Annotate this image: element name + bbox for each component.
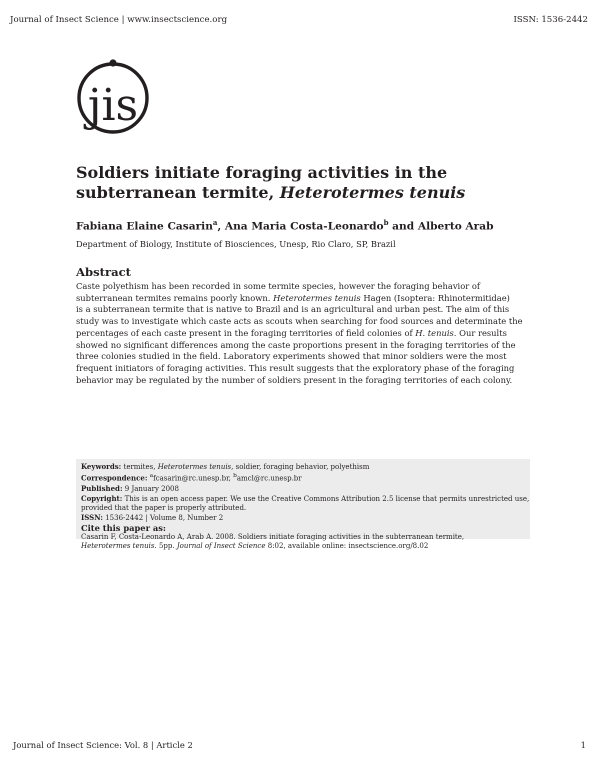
keywords-label: Keywords: [81, 462, 122, 471]
title-species: Heterotermes tenuis [279, 183, 466, 202]
keywords-text: termites, [123, 463, 156, 471]
author-separator: and [388, 220, 418, 233]
citation-line [81, 542, 525, 551]
abstract-line: three colonies studied in the field. Laboratory experiments showed that minor soldiers were the most [76, 351, 507, 362]
abstract-line: Caste polyethism has been recorded in some termite species, however the foraging behavior of [76, 281, 480, 291]
abstract-text: subterranean termites remains poorly known. [76, 292, 271, 303]
article-title [76, 163, 546, 203]
keywords-text: , soldier, foraging behavior, polyethism [231, 463, 370, 471]
affiliation: Department of Biology, Institute of Biosciences, Unesp, Rio Claro, SP, Brazil [76, 239, 396, 249]
abstract-line [76, 328, 530, 340]
article-metadata-box [76, 459, 530, 550]
citation-link[interactable]: 8:02, available online: insectscience.org/8.02 [267, 541, 429, 550]
abstract-line: study was to investigate which caste acts as scouts when searching for food sources and determinate the [76, 316, 523, 327]
cite-heading: Cite this paper as: [81, 522, 166, 533]
author-2: Ana Maria Costa-Leonardo [224, 220, 384, 233]
abstract-text: Hagen (Isoptera: Rhinotermitidae) [363, 292, 510, 303]
published-line [81, 484, 525, 494]
abstract-body [76, 281, 530, 386]
author-separator: , [217, 220, 225, 233]
author-3: Alberto Arab [417, 220, 494, 233]
title-line-1: Soldiers initiate foraging activities in the [76, 163, 448, 182]
author-1-affil-mark: a [212, 218, 218, 227]
author-2-affil-mark: b [383, 218, 389, 227]
abstract-text: Our results [459, 327, 507, 338]
author-1: Fabiana Elaine Casarin [76, 220, 213, 233]
abstract-text: percentages of each caste present in the foraging territories of field colonies of [76, 327, 413, 338]
species-name: H. tenuis. [415, 327, 457, 338]
citation-species: Heterotermes tenuis. [81, 541, 157, 550]
copyright-line [81, 493, 530, 504]
published-date: 9 January 2008 [124, 484, 179, 493]
abstract-line: is a subterranean termite that is native to Brazil and is an agricultural and urban pest. The aim of this [76, 304, 510, 315]
correspondence-line [81, 472, 525, 483]
issn-line [81, 513, 525, 523]
species-name: Heterotermes tenuis [273, 292, 361, 303]
abstract-line: showed no significant differences among the caste proportions present in the foraging territories of the [76, 339, 516, 350]
running-header-left: Journal of Insect Science | www.insectscience.org [10, 15, 228, 25]
copyright-label: Copyright: [81, 493, 123, 503]
copyright-line: provided that the paper is properly attributed. [81, 503, 247, 512]
issn-label: ISSN: [81, 512, 103, 522]
abstract-line [76, 293, 530, 305]
abstract-heading: Abstract [76, 265, 132, 279]
abstract-line: behavior may be regulated by the number of soldiers present in the foraging territories of each colony. [76, 374, 513, 385]
published-label: Published: [81, 483, 123, 493]
title-line-2: subterranean termite, [76, 183, 280, 202]
citation-line: Casarin F, Costa-Leonardo A, Arab A. 2008. Soldiers initiate foraging activities in the subterranean termite, [81, 532, 465, 541]
keywords-species: Heterotermes tenuis [157, 463, 232, 471]
author-list [76, 218, 556, 233]
copyright-text: This is an open access paper. We use the Creative Commons Attribution 2.5 license that permits unrestricted use, [124, 494, 530, 503]
keywords-line [81, 462, 525, 472]
email-link[interactable]: fcasarin@rc.unesp.br, [153, 474, 231, 483]
page-number: 1 [580, 740, 586, 750]
journal-logo [76, 50, 150, 144]
running-footer: Journal of Insect Science: Vol. 8 | Article 2 [13, 740, 193, 750]
email-mark: b [233, 473, 237, 480]
citation-journal: Journal of Insect Science [176, 541, 266, 550]
correspondence-label: Correspondence: [81, 473, 148, 483]
citation-pages: 5pp. [158, 541, 175, 550]
email-link[interactable]: amcl@rc.unesp.br [236, 474, 302, 483]
abstract-line: frequent initiators of foraging activities. This result suggests that the exploratory phase of the foraging [76, 362, 515, 373]
issn-value: 1536-2442 | Volume 8, Number 2 [105, 513, 224, 522]
logo-text: jis [87, 80, 139, 131]
email-mark: a [149, 473, 154, 480]
running-header-right: ISSN: 1536-2442 [513, 15, 588, 25]
